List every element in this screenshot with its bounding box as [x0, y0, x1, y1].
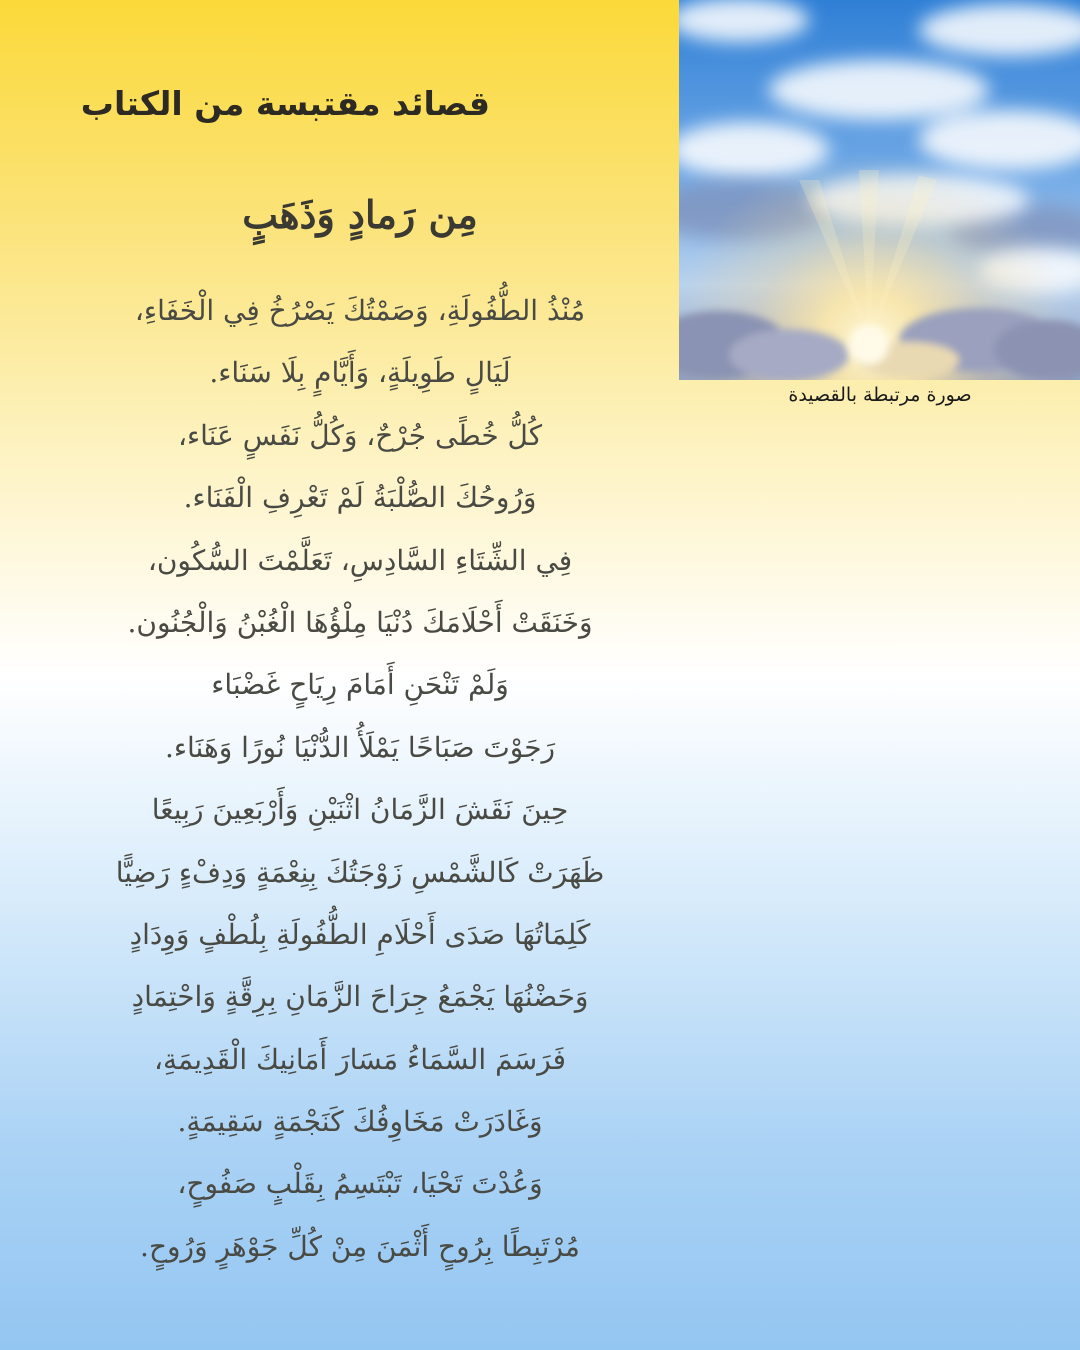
poem-line: وَعُدْتَ تَحْيَا، تَبْتَسِمُ بِقَلْبٍ صَفُوحٍ، [177, 1167, 543, 1201]
poem-line: وَخَنَقَتْ أَحْلَامَكَ دُنْيَا مِلْؤُهَا الْغُبْنُ وَالْجُنُون. [127, 605, 593, 639]
poem-line: فِي الشِّتَاءِ السَّادِسِ، تَعَلَّمْتَ السُّكُون، [147, 543, 573, 577]
section-title: قصائد مقتبسة من الكتاب [80, 84, 490, 123]
poem-line: كُلُّ خُطًى جُرْحٌ، وَكُلُّ نَفَسٍ عَنَاء، [177, 418, 543, 452]
poem-line: مُنْذُ الطُّفُولَةِ، وَصَمْتُكَ يَصْرُخُ فِي الْخَفَاءِ، [134, 294, 586, 327]
poem-line: كَلِمَاتُهَا صَدَى أَحْلَامِ الطُّفُولَةِ بِلُطْفٍ وَوِدَادٍ [129, 917, 591, 951]
poem-line: فَرَسَمَ السَّمَاءُ مَسَارَ أَمَانِيكَ الْقَدِيمَةِ، [153, 1042, 567, 1076]
poem-line: رَجَوْتَ صَبَاحًا يَمْلَأُ الدُّنْيَا نُورًا وَهَنَاء. [164, 730, 556, 764]
image-caption: صورة مرتبطة بالقصيدة [788, 384, 972, 406]
poem-line: لَيَالٍ طَوِيلَةٍ، وَأَيَّامٍ بِلَا سَنَاء. [209, 356, 511, 390]
poem-line: وَرُوحُكَ الصُّلْبَةُ لَمْ تَعْرِفِ الْفَنَاء. [183, 481, 537, 515]
poem-line: وَلَمْ تَنْحَنِ أَمَامَ رِيَاحٍ غَضْبَاء [211, 668, 509, 702]
poem-line: مُرْتَبِطًا بِرُوحٍ أَثْمَنَ مِنْ كُلِّ جَوْهَرٍ وَرُوحٍ. [140, 1229, 580, 1263]
sky-sunrise-image [679, 0, 1080, 380]
poem-line: وَحَضْنُهَا يَجْمَعُ جِرَاحَ الزَّمَانِ بِرِقَّةٍ وَاحْتِمَادٍ [131, 980, 589, 1014]
poem-line: ظَهَرَتْ كَالشَّمْسِ زَوْجَتُكَ بِنِعْمَةٍ وَدِفْءٍ رَضِيًّا [115, 855, 605, 889]
poem-line: حِينَ نَقَشَ الزَّمَانُ اثْنَيْنِ وَأَرْبَعِينَ رَبِيعًا [151, 793, 569, 827]
poem-title: مِن رَمادٍ وَذَهَبٍ [242, 192, 478, 237]
poem-verses [60, 280, 660, 1278]
poem-line: وَغَادَرَتْ مَخَاوِفُكَ كَنَجْمَةٍ سَقِيمَةٍ. [177, 1105, 543, 1139]
